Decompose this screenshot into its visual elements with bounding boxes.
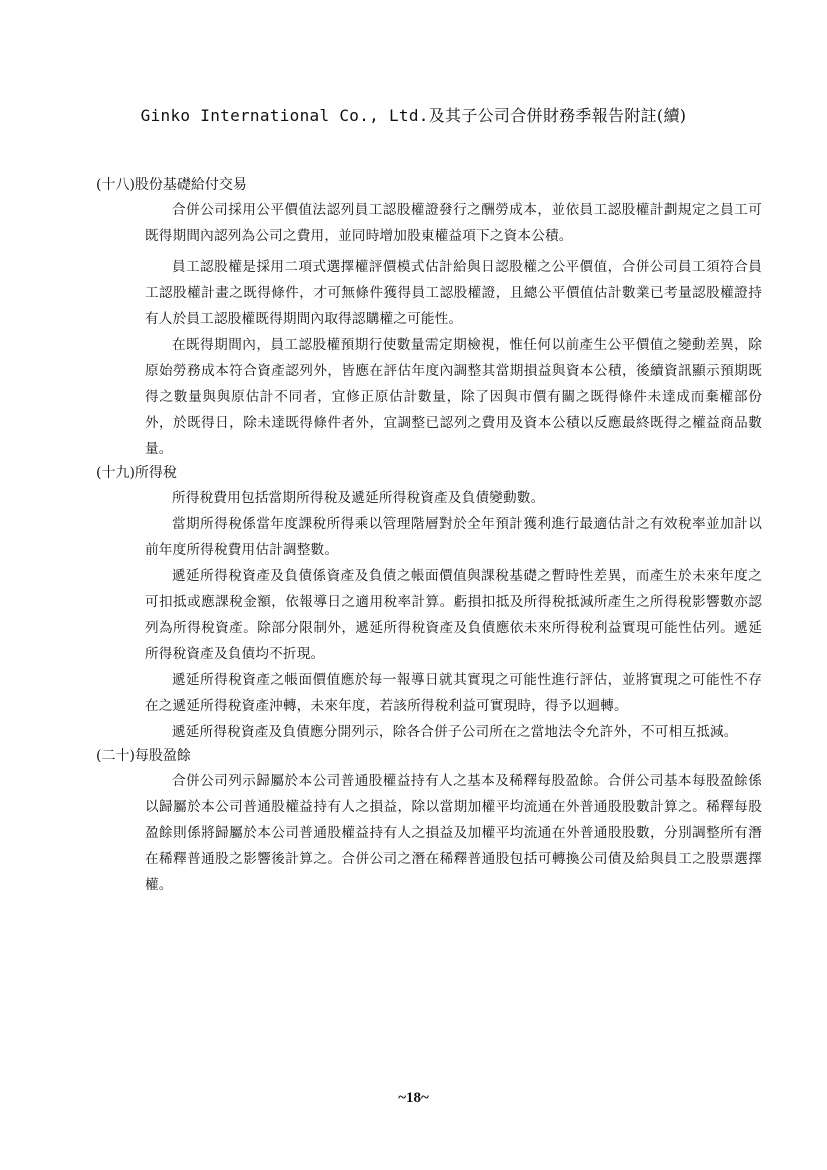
section-body-share-based-payment — [145, 197, 762, 462]
company-name: Ginko International Co., Ltd. — [140, 106, 429, 125]
paragraph: 當期所得稅係當年度課稅所得乘以管理階層對於全年預計獲利進行最適估計之有效稅率並加計以前年度所得稅費用估計調整數。 — [145, 516, 762, 558]
header-title: 及其子公司合併財務季報告附註(續) — [428, 106, 687, 125]
section-body-income-tax — [145, 485, 762, 745]
paragraph: 遞延所得稅資產之帳面價值應於每一報導日就其實現之可能性進行評估，並將實現之可能性不存在之遞延所得稅資產沖轉，未來年度，若該所得稅利益可實現時，得予以迴轉。 — [145, 672, 762, 714]
paragraph: 所得稅費用包括當期所得稅及遞延所得稅資產及負債變動數。 — [172, 490, 545, 506]
section-heading-share-based-payment: (十八)股份基礎給付交易 — [96, 177, 247, 193]
page-header — [0, 103, 827, 126]
paragraph: 合併公司列示歸屬於本公司普通股權益持有人之基本及稀釋每股盈餘。合併公司基本每股盈餘係以歸屬於本公司普通股權益持有人之損益，除以當期加權平均流通在外普通股股數計算之。稀釋每股盈餘則係將歸屬於本公司普通股權益持有人之損益及加權平均流通在外普通股股數，分別調整所有潛在稀釋普通股之影響後計算之。合併公司之潛在稀釋普通股包括可轉換公司債及給與員工之股票選擇權。 — [145, 773, 762, 893]
section-heading-income-tax: (十九)所得稅 — [96, 465, 177, 481]
paragraph: 在既得期間內，員工認股權預期行使數量需定期檢視，惟任何以前產生公平價值之變動差異，除原始勞務成本符合資產認列外，皆應在評估年度內調整其當期損益與資本公積，後續資訊顯示預期既得之數量與與原估計不同者，宜修正原估計數量，除了因與市價有關之既得條件未達成而棄權部份外，於既得日，除未達既得條件者外，宜調整已認列之費用及資本公積以反應最終既得之權益商品數量。 — [145, 337, 762, 457]
page-number: ~18~ — [398, 1090, 429, 1106]
section-heading-earnings-per-share: (二十)每股盈餘 — [96, 748, 191, 764]
paragraph: 遞延所得稅資產及負債應分開列示，除各合併子公司所在之當地法令允許外，不可相互抵減。 — [172, 724, 738, 740]
paragraph: 遞延所得稅資產及負債係資產及負債之帳面價值與課稅基礎之暫時性差異，而產生於未來年度之可扣抵或應課稅金額，依報導日之適用稅率計算。虧損扣抵及所得稅抵減所產生之所得稅影響數亦認列為所得稅資產。除部分限制外，遞延所得稅資產及負債應依未來所得稅利益實現可能性估列。遞延所得稅資產及負債均不折現。 — [145, 568, 762, 662]
notes-content — [96, 174, 762, 898]
paragraph: 員工認股權是採用二項式選擇權評價模式估計給與日認股權之公平價值，合併公司員工須符合員工認股權計畫之既得條件，才可無條件獲得員工認股權證，且總公平價值估計數業已考量認股權證持有人於員工認股權既得期間內取得認購權之可能性。 — [145, 259, 762, 327]
paragraph: 合併公司採用公平價值法認列員工認股權證發行之酬勞成本，並依員工認股權計劃規定之員工可既得期間內認列為公司之費用，並同時增加股東權益項下之資本公積。 — [145, 202, 762, 244]
section-body-earnings-per-share — [145, 768, 762, 898]
